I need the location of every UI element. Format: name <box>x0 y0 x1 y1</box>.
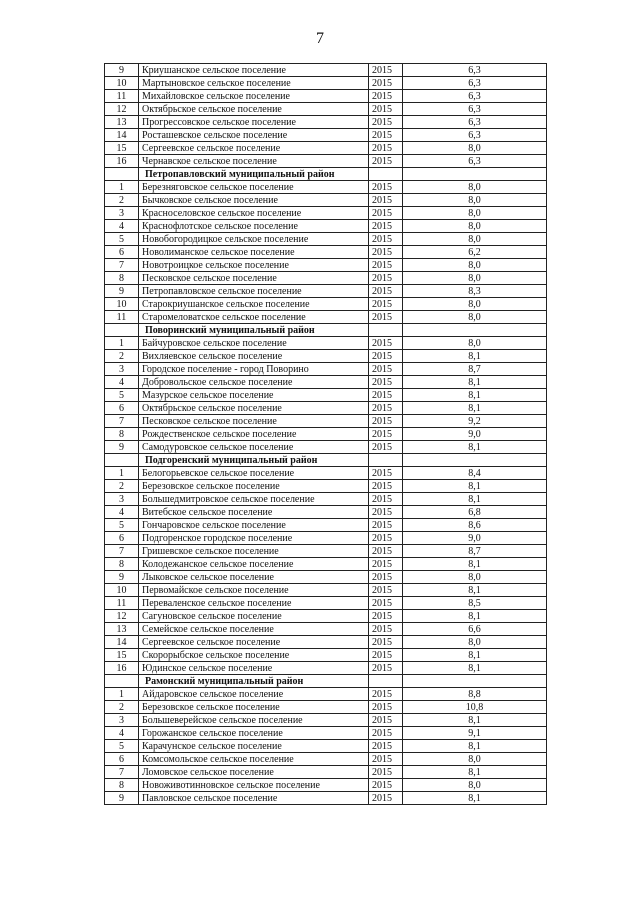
row-year: 2015 <box>369 623 403 636</box>
row-number: 1 <box>105 181 139 194</box>
row-value: 8,0 <box>403 207 547 220</box>
row-value: 8,0 <box>403 337 547 350</box>
row-value: 6,3 <box>403 116 547 129</box>
row-year: 2015 <box>369 103 403 116</box>
table-row <box>105 389 547 402</box>
table-row <box>105 779 547 792</box>
settlement-name: Октябрьское сельское поселение <box>139 402 369 415</box>
page-number: 7 <box>316 30 324 47</box>
settlement-name: Росташевское сельское поселение <box>139 129 369 142</box>
row-number: 2 <box>105 701 139 714</box>
table-row <box>105 532 547 545</box>
table-row <box>105 142 547 155</box>
row-value: 8,1 <box>403 714 547 727</box>
settlement-name: Березовское сельское поселение <box>139 701 369 714</box>
row-value: 8,0 <box>403 298 547 311</box>
district-name: Рамонский муниципальный район <box>139 675 369 688</box>
row-year: 2015 <box>369 714 403 727</box>
row-year: 2015 <box>369 493 403 506</box>
row-year: 2015 <box>369 415 403 428</box>
table-row <box>105 64 547 77</box>
settlement-name: Краснофлотское сельское поселение <box>139 220 369 233</box>
row-number: 9 <box>105 441 139 454</box>
row-number: 14 <box>105 636 139 649</box>
settlement-name: Большедмитровское сельское поселение <box>139 493 369 506</box>
row-year: 2015 <box>369 116 403 129</box>
table-row <box>105 415 547 428</box>
row-number: 8 <box>105 779 139 792</box>
row-year: 2015 <box>369 428 403 441</box>
settlement-name: Сергеевское сельское поселение <box>139 636 369 649</box>
settlement-name: Горожанское сельское поселение <box>139 727 369 740</box>
table-row <box>105 558 547 571</box>
district-name: Подгоренский муниципальный район <box>139 454 369 467</box>
row-value: 8,1 <box>403 558 547 571</box>
row-year: 2015 <box>369 272 403 285</box>
settlement-name: Новобогородицкое сельское поселение <box>139 233 369 246</box>
row-year: 2015 <box>369 480 403 493</box>
row-number: 10 <box>105 584 139 597</box>
section-value-cell <box>403 675 547 688</box>
settlement-name: Ломовское сельское поселение <box>139 766 369 779</box>
row-number: 6 <box>105 402 139 415</box>
settlement-name: Сагуновское сельское поселение <box>139 610 369 623</box>
row-year: 2015 <box>369 467 403 480</box>
table-row <box>105 753 547 766</box>
row-value: 10,8 <box>403 701 547 714</box>
row-number: 7 <box>105 415 139 428</box>
row-number: 12 <box>105 103 139 116</box>
row-year: 2015 <box>369 220 403 233</box>
table-row <box>105 272 547 285</box>
section-year-cell <box>369 675 403 688</box>
table-row <box>105 688 547 701</box>
row-number: 6 <box>105 532 139 545</box>
settlement-name: Первомайское сельское поселение <box>139 584 369 597</box>
table-row <box>105 402 547 415</box>
settlement-name: Городское поселение - город Поворино <box>139 363 369 376</box>
table-row <box>105 259 547 272</box>
table-row <box>105 103 547 116</box>
settlement-name: Добровольское сельское поселение <box>139 376 369 389</box>
table-row <box>105 376 547 389</box>
row-year: 2015 <box>369 77 403 90</box>
section-number-cell <box>105 454 139 467</box>
row-value: 6,3 <box>403 155 547 168</box>
settlement-name: Песковское сельское поселение <box>139 415 369 428</box>
row-number: 2 <box>105 480 139 493</box>
row-value: 8,5 <box>403 597 547 610</box>
settlement-name: Колодежанское сельское поселение <box>139 558 369 571</box>
row-value: 8,1 <box>403 662 547 675</box>
table-row <box>105 220 547 233</box>
row-year: 2015 <box>369 597 403 610</box>
row-number: 8 <box>105 558 139 571</box>
row-number: 11 <box>105 90 139 103</box>
row-value: 8,1 <box>403 402 547 415</box>
row-number: 5 <box>105 519 139 532</box>
settlement-name: Мартыновское сельское поселение <box>139 77 369 90</box>
row-value: 8,7 <box>403 545 547 558</box>
row-value: 8,0 <box>403 753 547 766</box>
table-row <box>105 519 547 532</box>
row-value: 8,0 <box>403 181 547 194</box>
table-row <box>105 363 547 376</box>
row-number: 2 <box>105 350 139 363</box>
settlement-name: Новотроицкое сельское поселение <box>139 259 369 272</box>
row-value: 9,0 <box>403 532 547 545</box>
district-name: Поворинский муниципальный район <box>139 324 369 337</box>
row-value: 8,0 <box>403 142 547 155</box>
row-number: 4 <box>105 376 139 389</box>
row-value: 8,0 <box>403 194 547 207</box>
row-number: 4 <box>105 506 139 519</box>
section-number-cell <box>105 324 139 337</box>
row-number: 14 <box>105 129 139 142</box>
row-year: 2015 <box>369 779 403 792</box>
row-year: 2015 <box>369 337 403 350</box>
row-number: 3 <box>105 207 139 220</box>
row-year: 2015 <box>369 740 403 753</box>
settlement-name: Скорорыбское сельское поселение <box>139 649 369 662</box>
row-value: 8,0 <box>403 233 547 246</box>
row-number: 11 <box>105 311 139 324</box>
row-number: 7 <box>105 766 139 779</box>
settlement-name: Песковское сельское поселение <box>139 272 369 285</box>
settlement-name: Юдинское сельское поселение <box>139 662 369 675</box>
settlement-name: Михайловское сельское поселение <box>139 90 369 103</box>
row-year: 2015 <box>369 350 403 363</box>
table-row <box>105 233 547 246</box>
settlement-name: Чернавское сельское поселение <box>139 155 369 168</box>
table-row <box>105 337 547 350</box>
row-value: 8,0 <box>403 259 547 272</box>
settlement-name: Старокриушанское сельское поселение <box>139 298 369 311</box>
row-year: 2015 <box>369 402 403 415</box>
table-row <box>105 194 547 207</box>
table-row <box>105 467 547 480</box>
row-year: 2015 <box>369 441 403 454</box>
settlement-name: Байчуровское сельское поселение <box>139 337 369 350</box>
row-value: 8,0 <box>403 272 547 285</box>
table-row <box>105 545 547 558</box>
row-number: 10 <box>105 77 139 90</box>
row-year: 2015 <box>369 792 403 805</box>
section-header-row <box>105 454 547 467</box>
row-number: 3 <box>105 363 139 376</box>
row-year: 2015 <box>369 519 403 532</box>
section-year-cell <box>369 168 403 181</box>
settlement-name: Березовское сельское поселение <box>139 480 369 493</box>
row-number: 4 <box>105 727 139 740</box>
row-value: 8,1 <box>403 649 547 662</box>
row-number: 9 <box>105 64 139 77</box>
settlement-name: Криушанское сельское поселение <box>139 64 369 77</box>
row-year: 2015 <box>369 259 403 272</box>
row-value: 8,8 <box>403 688 547 701</box>
settlement-name: Витебское сельское поселение <box>139 506 369 519</box>
row-number: 10 <box>105 298 139 311</box>
row-year: 2015 <box>369 207 403 220</box>
row-number: 16 <box>105 662 139 675</box>
table-row <box>105 298 547 311</box>
row-year: 2015 <box>369 766 403 779</box>
table-row <box>105 584 547 597</box>
row-year: 2015 <box>369 584 403 597</box>
table-row <box>105 662 547 675</box>
row-number: 15 <box>105 649 139 662</box>
row-value: 8,1 <box>403 792 547 805</box>
row-number: 13 <box>105 623 139 636</box>
row-value: 6,3 <box>403 77 547 90</box>
row-number: 16 <box>105 155 139 168</box>
table-row <box>105 714 547 727</box>
section-header-row <box>105 168 547 181</box>
section-year-cell <box>369 324 403 337</box>
row-year: 2015 <box>369 298 403 311</box>
row-year: 2015 <box>369 649 403 662</box>
row-value: 8,4 <box>403 467 547 480</box>
row-year: 2015 <box>369 545 403 558</box>
settlement-name: Павловское сельское поселение <box>139 792 369 805</box>
settlement-name: Бычковское сельское поселение <box>139 194 369 207</box>
row-number: 6 <box>105 246 139 259</box>
table-row <box>105 285 547 298</box>
row-value: 9,2 <box>403 415 547 428</box>
table-row <box>105 350 547 363</box>
settlements-table <box>104 63 547 805</box>
row-value: 8,1 <box>403 584 547 597</box>
row-value: 8,1 <box>403 493 547 506</box>
settlement-name: Сергеевское сельское поселение <box>139 142 369 155</box>
row-value: 8,1 <box>403 389 547 402</box>
row-year: 2015 <box>369 376 403 389</box>
settlement-name: Прогрессовское сельское поселение <box>139 116 369 129</box>
settlement-name: Вихляевское сельское поселение <box>139 350 369 363</box>
section-header-row <box>105 324 547 337</box>
row-year: 2015 <box>369 636 403 649</box>
table-row <box>105 597 547 610</box>
row-value: 8,6 <box>403 519 547 532</box>
row-value: 8,0 <box>403 571 547 584</box>
settlement-name: Большеверейское сельское поселение <box>139 714 369 727</box>
settlement-name: Айдаровское сельское поселение <box>139 688 369 701</box>
row-value: 6,3 <box>403 129 547 142</box>
row-number: 7 <box>105 259 139 272</box>
table-row <box>105 155 547 168</box>
row-year: 2015 <box>369 558 403 571</box>
row-number: 3 <box>105 714 139 727</box>
section-number-cell <box>105 675 139 688</box>
row-year: 2015 <box>369 688 403 701</box>
row-value: 8,1 <box>403 376 547 389</box>
row-number: 1 <box>105 337 139 350</box>
row-number: 9 <box>105 571 139 584</box>
settlement-name: Лыковское сельское поселение <box>139 571 369 584</box>
row-value: 6,3 <box>403 64 547 77</box>
row-number: 9 <box>105 792 139 805</box>
row-value: 6,2 <box>403 246 547 259</box>
settlement-name: Мазурское сельское поселение <box>139 389 369 402</box>
row-value: 8,0 <box>403 311 547 324</box>
table-row <box>105 480 547 493</box>
row-number: 7 <box>105 545 139 558</box>
row-year: 2015 <box>369 311 403 324</box>
row-value: 6,3 <box>403 103 547 116</box>
row-year: 2015 <box>369 90 403 103</box>
row-year: 2015 <box>369 142 403 155</box>
row-value: 8,1 <box>403 441 547 454</box>
table-row <box>105 116 547 129</box>
row-year: 2015 <box>369 363 403 376</box>
row-year: 2015 <box>369 753 403 766</box>
row-number: 11 <box>105 597 139 610</box>
section-year-cell <box>369 454 403 467</box>
table-row <box>105 506 547 519</box>
row-value: 8,1 <box>403 766 547 779</box>
row-number: 9 <box>105 285 139 298</box>
settlement-name: Семейское сельское поселение <box>139 623 369 636</box>
table-row <box>105 311 547 324</box>
row-year: 2015 <box>369 662 403 675</box>
district-name: Петропавловский муниципальный район <box>139 168 369 181</box>
section-value-cell <box>403 324 547 337</box>
section-value-cell <box>403 168 547 181</box>
row-year: 2015 <box>369 532 403 545</box>
table-row <box>105 571 547 584</box>
row-year: 2015 <box>369 64 403 77</box>
table-row <box>105 740 547 753</box>
row-number: 4 <box>105 220 139 233</box>
row-year: 2015 <box>369 181 403 194</box>
row-year: 2015 <box>369 727 403 740</box>
row-value: 6,6 <box>403 623 547 636</box>
row-year: 2015 <box>369 701 403 714</box>
row-value: 8,0 <box>403 220 547 233</box>
row-year: 2015 <box>369 155 403 168</box>
row-year: 2015 <box>369 285 403 298</box>
row-year: 2015 <box>369 571 403 584</box>
row-value: 8,1 <box>403 610 547 623</box>
table-row <box>105 623 547 636</box>
settlement-name: Березняговское сельское поселение <box>139 181 369 194</box>
row-year: 2015 <box>369 233 403 246</box>
table-row <box>105 649 547 662</box>
row-value: 8,1 <box>403 480 547 493</box>
row-value: 9,0 <box>403 428 547 441</box>
settlement-name: Гончаровское сельское поселение <box>139 519 369 532</box>
table-row <box>105 77 547 90</box>
row-number: 5 <box>105 389 139 402</box>
table-body <box>105 64 547 805</box>
table-row <box>105 792 547 805</box>
settlement-name: Новолиманское сельское поселение <box>139 246 369 259</box>
settlement-name: Старомеловатское сельское поселение <box>139 311 369 324</box>
section-header-row <box>105 675 547 688</box>
settlement-name: Комсомольское сельское поселение <box>139 753 369 766</box>
table-row <box>105 636 547 649</box>
settlement-name: Карачунское сельское поселение <box>139 740 369 753</box>
settlement-name: Переваленское сельское поселение <box>139 597 369 610</box>
section-value-cell <box>403 454 547 467</box>
row-number: 15 <box>105 142 139 155</box>
row-year: 2015 <box>369 246 403 259</box>
row-value: 8,1 <box>403 350 547 363</box>
settlement-name: Красноселовское сельское поселение <box>139 207 369 220</box>
table-row <box>105 766 547 779</box>
table-row <box>105 727 547 740</box>
row-number: 3 <box>105 493 139 506</box>
table-row <box>105 441 547 454</box>
row-number: 1 <box>105 467 139 480</box>
row-value: 9,1 <box>403 727 547 740</box>
settlement-name: Гришевское сельское поселение <box>139 545 369 558</box>
settlement-name: Белогорьевское сельское поселение <box>139 467 369 480</box>
table-row <box>105 129 547 142</box>
row-number: 5 <box>105 740 139 753</box>
row-value: 8,1 <box>403 740 547 753</box>
table-row <box>105 610 547 623</box>
row-number: 1 <box>105 688 139 701</box>
settlement-name: Рождественское сельское поселение <box>139 428 369 441</box>
row-number: 13 <box>105 116 139 129</box>
row-number: 2 <box>105 194 139 207</box>
row-value: 8,3 <box>403 285 547 298</box>
row-number: 12 <box>105 610 139 623</box>
row-value: 8,7 <box>403 363 547 376</box>
table-row <box>105 246 547 259</box>
table-row <box>105 701 547 714</box>
row-value: 6,3 <box>403 90 547 103</box>
row-number: 8 <box>105 428 139 441</box>
settlement-name: Самодуровское сельское поселение <box>139 441 369 454</box>
row-year: 2015 <box>369 194 403 207</box>
row-year: 2015 <box>369 506 403 519</box>
table-row <box>105 428 547 441</box>
table-row <box>105 207 547 220</box>
settlement-name: Новоживотинновское сельское поселение <box>139 779 369 792</box>
row-value: 8,0 <box>403 779 547 792</box>
row-value: 8,0 <box>403 636 547 649</box>
table-row <box>105 90 547 103</box>
section-number-cell <box>105 168 139 181</box>
row-year: 2015 <box>369 610 403 623</box>
row-number: 5 <box>105 233 139 246</box>
row-number: 8 <box>105 272 139 285</box>
table-row <box>105 493 547 506</box>
row-number: 6 <box>105 753 139 766</box>
table-row <box>105 181 547 194</box>
row-year: 2015 <box>369 389 403 402</box>
settlement-name: Подгоренское городское поселение <box>139 532 369 545</box>
settlement-name: Петропавловское сельское поселение <box>139 285 369 298</box>
settlement-name: Октябрьское сельское поселение <box>139 103 369 116</box>
row-value: 6,8 <box>403 506 547 519</box>
row-year: 2015 <box>369 129 403 142</box>
